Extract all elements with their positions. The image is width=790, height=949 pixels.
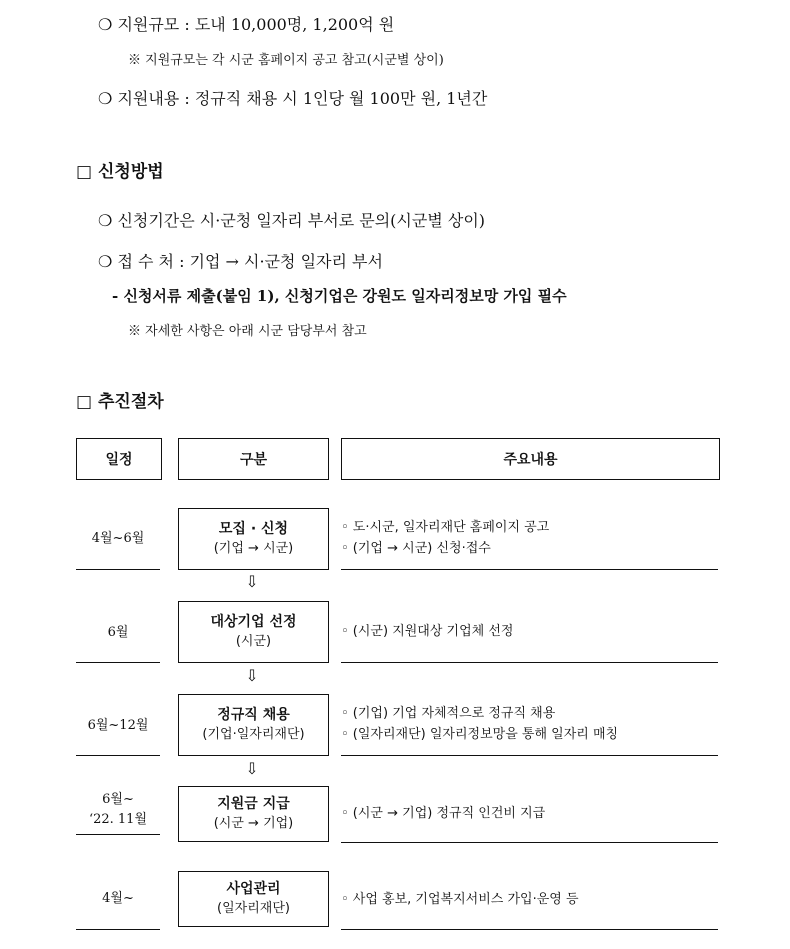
step1-title: 모집 · 신청	[218, 521, 289, 537]
step1-schedule: 4월~6월	[91, 531, 145, 546]
step1-content-line2: ◦ (기업 → 시군) 신청·접수	[341, 541, 491, 556]
step3-content-line2: ◦ (일자리재단) 일자리정보망을 통해 일자리 매칭	[341, 727, 619, 742]
step3-sub: (기업·일자리재단)	[202, 727, 305, 742]
down-arrow-icon: ⇩	[245, 759, 259, 778]
step2-box	[178, 601, 329, 663]
step5-box	[178, 871, 329, 927]
step2-content-line	[341, 662, 718, 663]
step1-content	[341, 517, 718, 559]
step1-sub: (기업 → 시군)	[213, 541, 294, 556]
apply-period-text: 신청기간은 시·군청 일자리 부서로 문의(시군별 상이)	[117, 211, 486, 230]
step3-content-line	[341, 755, 718, 756]
step4-content-line	[341, 842, 718, 843]
step4-schedule	[76, 790, 160, 830]
circle-bullet-icon: ❍	[98, 211, 113, 230]
step4-schedule-line1: 6월~	[102, 792, 134, 807]
step5-schedule: 4월~	[102, 891, 134, 906]
step1-content-line1: ◦ 도·시군, 일자리재단 홈페이지 공고	[341, 520, 550, 535]
down-arrow-icon: ⇩	[245, 666, 259, 685]
step3-content-line1: ◦ (기업) 기업 자체적으로 정규직 채용	[341, 706, 556, 721]
step4-sub: (시군 → 기업)	[213, 816, 294, 831]
step3-box	[178, 694, 329, 756]
circle-bullet-icon: ❍	[98, 89, 113, 108]
step5-sub: (일자리재단)	[217, 901, 290, 916]
apply-note: ※ 자세한 사항은 아래 시군 담당부서 참고	[128, 324, 367, 339]
apply-heading: □ 신청방법	[76, 162, 164, 182]
step4-schedule-line	[76, 834, 160, 835]
step2-schedule: 6월	[107, 625, 129, 640]
support-scale-note: ※ 지원규모는 각 시군 홈페이지 공고 참고(시군별 상이)	[128, 53, 444, 68]
circle-bullet-icon: ❍	[98, 15, 113, 34]
support-content-line	[98, 86, 487, 109]
support-scale-line	[98, 12, 394, 35]
step3-content	[341, 703, 718, 745]
circle-bullet-icon: ❍	[98, 252, 113, 271]
step1-schedule-line	[76, 569, 160, 570]
apply-documents-text: - 신청서류 제출(붙임 1), 신청기업은 강원도 일자리정보망 가입 필수	[112, 287, 567, 305]
step2-schedule-line	[76, 662, 160, 663]
apply-item-place	[98, 249, 383, 272]
header-category: 구분	[178, 438, 329, 480]
header-schedule: 일정	[76, 438, 162, 480]
step1-content-line	[341, 569, 718, 570]
step2-sub: (시군)	[235, 634, 272, 649]
step4-content	[341, 803, 718, 824]
step5-title: 사업관리	[226, 881, 281, 897]
step4-content-line1: ◦ (시군 → 기업) 정규직 인건비 지급	[341, 806, 546, 821]
procedure-heading: □ 추진절차	[76, 392, 164, 412]
step3-schedule-line	[76, 755, 160, 756]
step5-content-line	[341, 929, 718, 930]
step1-box	[178, 508, 329, 570]
step2-title: 대상기업 선정	[210, 614, 297, 630]
down-arrow-icon: ⇩	[245, 572, 259, 591]
support-content-text: 지원내용 : 정규직 채용 시 1인당 월 100만 원, 1년간	[117, 89, 488, 108]
apply-place-text: 접 수 처 : 기업 → 시·군청 일자리 부서	[117, 252, 383, 271]
step2-content-line1: ◦ (시군) 지원대상 기업체 선정	[341, 624, 514, 639]
header-content: 주요내용	[341, 438, 720, 480]
step2-content	[341, 621, 718, 642]
support-scale-text: 지원규모 : 도내 10,000명, 1,200억 원	[117, 15, 395, 34]
step4-title: 지원금 지급	[217, 796, 290, 812]
apply-item-period	[98, 208, 485, 231]
step5-schedule-line	[76, 929, 160, 930]
step3-title: 정규직 채용	[217, 707, 290, 723]
step4-schedule-line2: ‘22. 11월	[88, 812, 148, 827]
step4-box	[178, 786, 329, 842]
step5-content	[341, 889, 718, 910]
step3-schedule: 6월~12월	[87, 718, 149, 733]
step5-content-line1: ◦ 사업 홍보, 기업복지서비스 가입·운영 등	[341, 892, 579, 907]
